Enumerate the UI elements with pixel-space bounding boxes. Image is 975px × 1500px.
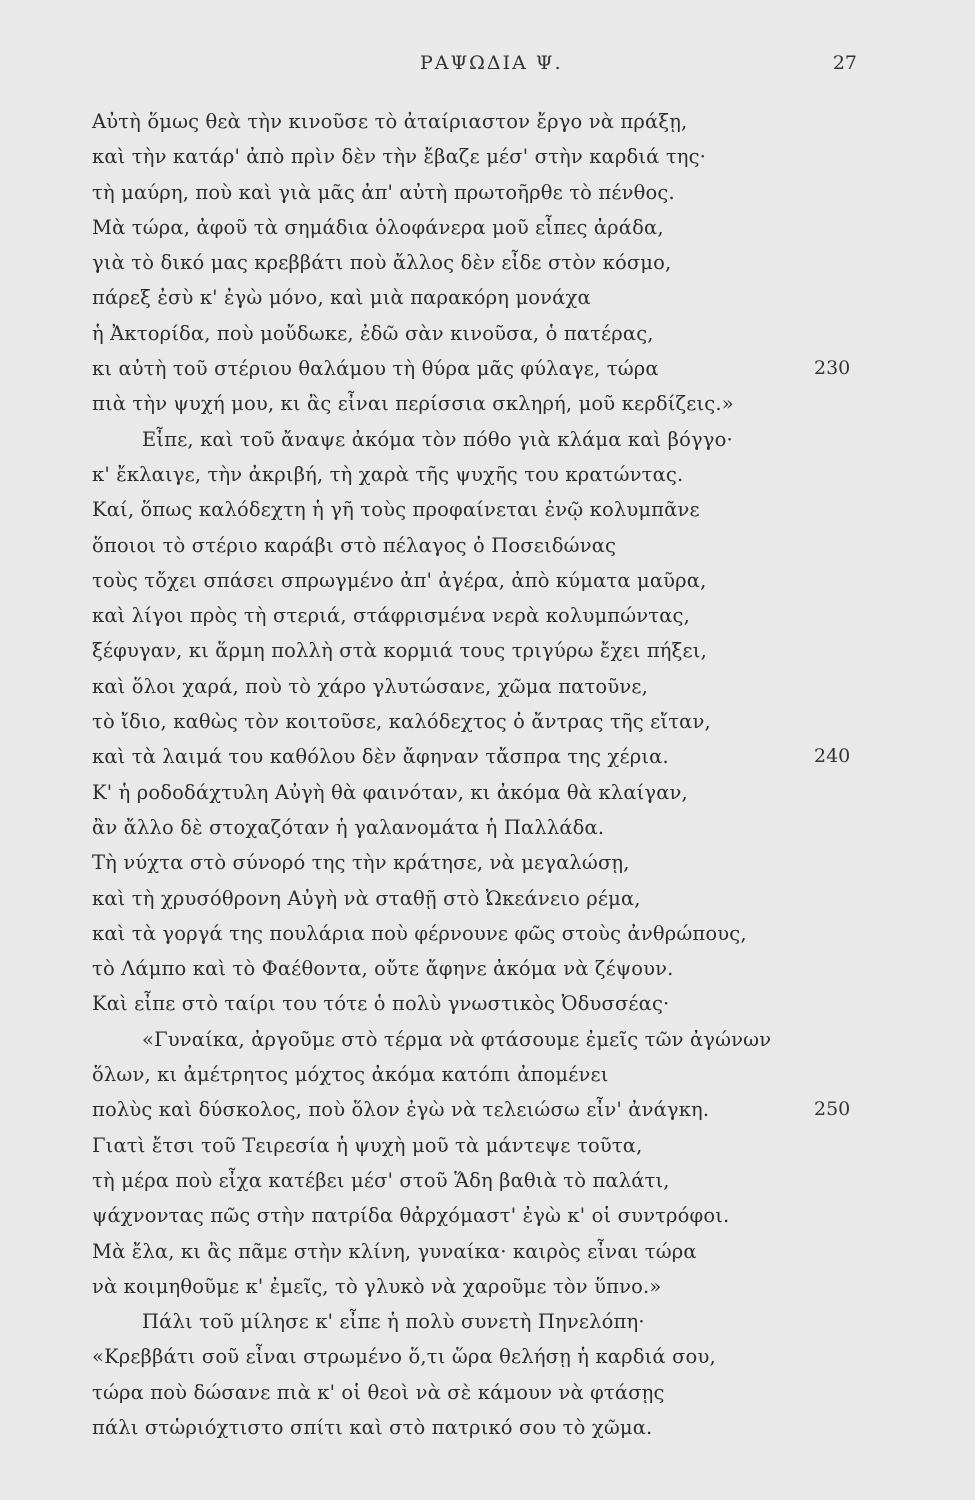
verse-text: Εἶπε, καὶ τοῦ ἄναψε ἀκόμα τὸν πόθο γιὰ κλάμα καὶ βόγγο·	[142, 427, 733, 451]
verse-line	[92, 1022, 852, 1057]
verse-line	[92, 1410, 852, 1445]
verse-line	[92, 351, 852, 386]
verse-text: ξέφυγαν, κι ἅρμη πολλὴ στὰ κορμιά τους τριγύρω ἔχει πήξει,	[92, 639, 707, 663]
verse-text: γιὰ τὸ δικό μας κρεββάτι ποὺ ἄλλος δὲν εἶδε στὸν κόσμο,	[92, 251, 672, 275]
verse-text: Μὰ τώρα, ἀφοῦ τὰ σημάδια ὁλοφάνερα μοῦ εἶπες ἀράδα,	[92, 215, 664, 239]
verse-text: τὴ μαύρη, ποὺ καὶ γιὰ μᾶς ἀπ' αὐτὴ πρωτοῆρθε τὸ πένθος.	[92, 180, 675, 204]
verse-text: Γιατὶ ἔτσι τοῦ Τειρεσία ἡ ψυχὴ μοῦ τὰ μάντεψε τοῦτα,	[92, 1133, 643, 1157]
verse-line	[92, 986, 852, 1021]
verse-text: Μὰ ἔλα, κι ἂς πᾶμε στὴν κλίνη, γυναίκα· καιρὸς εἶναι τώρα	[92, 1239, 697, 1263]
verse-text: τοὺς τὄχει σπάσει σπρωγμένο ἀπ' ἀγέρα, ἀπὸ κύματα μαῦρα,	[92, 568, 707, 592]
verse-line	[92, 1092, 852, 1127]
verse-text: καὶ τὴν κατάρ' ἀπὸ πρὶν δὲν τὴν ἔβαζε μέσ' στὴν καρδιά της·	[92, 145, 707, 169]
verse-text: κ' ἔκλαιγε, τὴν ἀκριβή, τὴ χαρὰ τῆς ψυχῆς του κρατώντας.	[92, 462, 684, 486]
verse-line	[92, 669, 852, 704]
verse-line	[92, 280, 852, 315]
verse-text: ὅποιοι τὸ στέριο καράβι στὸ πέλαγος ὁ Ποσειδώνας	[92, 533, 617, 557]
running-head	[0, 52, 975, 82]
verse-line	[92, 633, 852, 668]
verse-line	[92, 951, 852, 986]
verse-text: πιὰ τὴν ψυχή μου, κι ἂς εἶναι περίσσια σκληρή, μοῦ κερδίζεις.»	[92, 392, 734, 416]
verse-text: ἂν ἄλλο δὲ στοχαζόταν ἡ γαλανομάτα ἡ Παλλάδα.	[92, 815, 605, 839]
verse-line	[92, 810, 852, 845]
verse-line	[92, 386, 852, 421]
verse-line	[92, 563, 852, 598]
verse-line	[92, 1163, 852, 1198]
verse-line	[92, 916, 852, 951]
verse-text: τώρα ποὺ δώσανε πιὰ κ' οἱ θεοὶ νὰ σὲ κάμουν νὰ φτάσῃς	[92, 1380, 665, 1404]
verse-line	[92, 1234, 852, 1269]
verse-line	[92, 1304, 852, 1339]
verse-line	[92, 316, 852, 351]
verse-line	[92, 175, 852, 210]
verse-text: πάλι στὡριόχτιστο σπίτι καὶ στὸ πατρικό σου τὸ χῶμα.	[92, 1415, 653, 1439]
verse-text: τὴ μέρα ποὺ εἶχα κατέβει μέσ' στοῦ Ἅδη βαθιὰ τὸ παλάτι,	[92, 1168, 670, 1192]
verse-line	[92, 845, 852, 880]
verse-text: Τὴ νύχτα στὸ σύνορό της τὴν κράτησε, νὰ μεγαλώσῃ,	[92, 851, 630, 875]
line-number: 240	[814, 745, 851, 768]
verse-line	[92, 457, 852, 492]
verse-line	[92, 598, 852, 633]
verse-line	[92, 739, 852, 774]
page-number: 27	[832, 52, 857, 74]
verse-line	[92, 775, 852, 810]
verse-line	[92, 1375, 852, 1410]
verse-line	[92, 210, 852, 245]
verse-line	[92, 139, 852, 174]
line-number: 250	[814, 1098, 851, 1121]
verse-text: καὶ ὅλοι χαρά, ποὺ τὸ χάρο γλυτώσανε, χῶμα πατοῦνε,	[92, 674, 648, 698]
verse-line	[92, 704, 852, 739]
verse-text: ψάχνοντας πῶς στὴν πατρίδα θἀρχόμαστ' ἐγὼ κ' οἱ συντρόφοι.	[92, 1204, 730, 1228]
line-number: 230	[814, 357, 851, 380]
verse-text: καὶ λίγοι πρὸς τὴ στεριά, στάφρισμένα νερὰ κολυμπώντας,	[92, 604, 690, 628]
verse-text: ὅλων, κι ἀμέτρητος μόχτος ἀκόμα κατόπι ἀπομένει	[92, 1063, 609, 1087]
verse-line	[92, 104, 852, 139]
verse-text: νὰ κοιμηθοῦμε κ' ἐμεῖς, τὸ γλυκὸ νὰ χαροῦμε τὸν ὕπνο.»	[92, 1274, 662, 1298]
verse-text: Κ' ἡ ροδοδάχτυλη Αὐγὴ θὰ φαινόταν, κι ἀκόμα θὰ κλαίγαν,	[92, 780, 688, 804]
verse-block	[92, 104, 852, 1445]
verse-line	[92, 528, 852, 563]
verse-line	[92, 492, 852, 527]
verse-text: καὶ τὰ γοργά της πουλάρια ποὺ φέρνουνε φῶς στοὺς ἀνθρώπους,	[92, 921, 747, 945]
verse-line	[92, 1128, 852, 1163]
verse-text: Καί, ὅπως καλόδεχτη ἡ γῆ τοὺς προφαίνεται ἐνῷ κολυμπᾶνε	[92, 498, 700, 522]
verse-text: τὸ ἴδιο, καθὼς τὸν κοιτοῦσε, καλόδεχτος ὁ ἄντρας τῆς εἴταν,	[92, 710, 711, 734]
verse-text: καὶ τὰ λαιμά του καθόλου δὲν ἄφηναν τἄσπρα της χέρια.	[92, 745, 669, 769]
verse-text: «Γυναίκα, ἀργοῦμε στὸ τέρμα νὰ φτάσουμε ἐμεῖς τῶν ἀγώνων	[142, 1027, 772, 1051]
verse-text: πάρεξ ἐσὺ κ' ἐγὼ μόνο, καὶ μιὰ παρακόρη μονάχα	[92, 286, 591, 310]
verse-line	[92, 1198, 852, 1233]
verse-text: Πάλι τοῦ μίλησε κ' εἶπε ἡ πολὺ συνετὴ Πηνελόπη·	[142, 1310, 645, 1334]
verse-text: τὸ Λάμπο καὶ τὸ Φαέθοντα, οὔτε ἄφηνε ἀκόμα νὰ ζέψουν.	[92, 957, 674, 981]
verse-line	[92, 1339, 852, 1374]
verse-line	[92, 422, 852, 457]
verse-line	[92, 1057, 852, 1092]
verse-text: πολὺς καὶ δύσκολος, ποὺ ὅλον ἐγὼ νὰ τελειώσω εἶν' ἀνάγκη.	[92, 1098, 710, 1122]
verse-text: Αὐτὴ ὅμως θεὰ τὴν κινοῦσε τὸ ἀταίριαστον ἔργο νὰ πράξῃ,	[92, 110, 688, 133]
verse-text: «Κρεββάτι σοῦ εἶναι στρωμένο ὅ,τι ὥρα θελήσῃ ἡ καρδιά σου,	[92, 1345, 716, 1369]
verse-line	[92, 881, 852, 916]
verse-text: κι αὐτὴ τοῦ στέριου θαλάμου τὴ θύρα μᾶς φύλαγε, τώρα	[92, 357, 659, 381]
running-title: ΡΑΨΩΔΙΑ Ψ.	[420, 52, 563, 74]
verse-text: Καὶ εἶπε στὸ ταίρι του τότε ὁ πολὺ γνωστικὸς Ὀδυσσέας·	[92, 992, 670, 1016]
verse-line	[92, 245, 852, 280]
verse-line	[92, 1269, 852, 1304]
verse-text: καὶ τὴ χρυσόθρονη Αὐγὴ νὰ σταθῇ στὸ Ὠκεάνειο ρέμα,	[92, 886, 641, 910]
verse-text: ἡ Ἀκτορίδα, ποὺ μοὔδωκε, ἐδῶ σὰν κινοῦσα, ὁ πατέρας,	[92, 321, 654, 345]
